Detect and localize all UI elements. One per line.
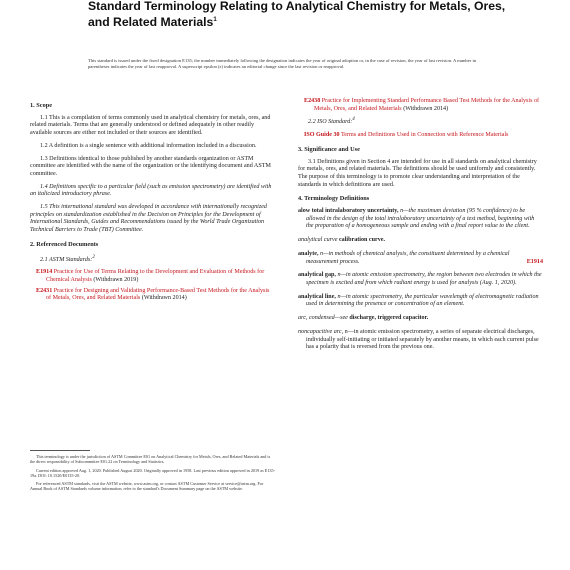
footnote-3: For referenced ASTM standards, visit the ASTM website, www.astm.org, or contact ASTM Customer Service at service@astm.org. For Annual Book of ASTM Standards volume information, refer to the standard's Document Summary page on the ASTM website. <box>30 481 264 492</box>
footnote-divider <box>30 450 90 451</box>
left-column <box>30 96 275 306</box>
section-heading-significance: 3. Significance and Use <box>298 145 360 153</box>
reference-e2431[interactable]: E2431 Practice for Designing and Validating Performance-Based Test Methods for the Analysis of Metals, Ores, and Related Materials (Withdrawn 2014) <box>36 287 270 302</box>
paragraph-1-5: 1.5 This international standard was developed in accordance with internationally recognized principles on standardization established in the Decision on Principles for the Development of International Standards, Guides and Recommendations issued by the World Trade Organization Technical Barriers to Trade (TBT) Committee. <box>30 204 267 234</box>
footnotes <box>30 454 275 495</box>
astm-standards-label: 2.1 ASTM Standards:$^2$ <box>40 253 95 263</box>
reference-e2438[interactable]: E2438 Practice for Implementing Standard Performance Based Test Methods for the Analysis of Metals, Ores, and Related Materials (Withdrawn 2014) <box>304 98 540 112</box>
designation-note: This standard is issued under the fixed designation E135; the number immediately following the designation indicates the year of original adoption or, in the case of revision, the year of last revision. A number in parentheses indicates the year of last reapproval. A superscript epsilon (ε) indicates an editorial change since the last revision or reapproval. <box>88 58 477 69</box>
footnote-2: Current edition approved Aug. 1, 2020. Published August 2020. Originally approved in 1958. Last previous edition approved in 2019 as E135-19a. DOI: 10.1520/E0135-20. <box>30 467 276 478</box>
term-entry: analyte, n—in methods of chemical analysis, the constituent determined by a chemical measurement process. E1914 <box>298 250 543 265</box>
paragraph-1-2: 1.2 A definition is a single sentence with additional information included in a discussion. <box>40 142 257 149</box>
term-entry: analytical gap, n—in atomic emission spectrometry, the region between two electrodes in which the specimen is excited and from which radiant energy is used for analysis (Aug. 1, 2020). <box>298 272 542 286</box>
right-column <box>298 98 543 358</box>
term-entry: alow total intralaboratory uncertainty, n—the maximum deviation (95 % confidence) to be allowed in the design of the total intralaboratory uncertainty of a test method, beginning with the preparation of a homogeneous sample and ending with a final report value to the client. <box>298 208 535 230</box>
section-heading-scope: 1. Scope <box>30 102 53 109</box>
reference-iso-guide-30[interactable]: ISO Guide 30 Terms and Definitions Used in Connection with Reference Materials <box>304 132 509 139</box>
paragraph-3-1: 3.1 Definitions given in Section 4 are intended for use in all standards on analytical chemistry for metals, ores, and related materials. The definitions should be used uniformly and consistently. The purpose of this terminology is to promote clear understanding and interpretation of the standards in which definitions are used. <box>298 158 537 188</box>
term-entry: analytical curve calibration curve. <box>298 237 386 244</box>
term-source-tag[interactable]: E1914 <box>526 258 543 265</box>
reference-e1914[interactable]: E1914 Practice for Use of Terms Relating to the Development and Evaluation of Methods for Chemical Analysis (Withdrawn 2019) <box>36 269 265 283</box>
iso-standard-label: 2.2 ISO Standard:$^4$ <box>308 116 355 126</box>
paragraph-1-1: 1.1 This is a compilation of terms commonly used in analytical chemistry for metals, ores, and related materials. Terms that are generally understood or defined adequately in other readily available sources are either not included or their sources are identified. <box>30 114 271 137</box>
section-heading-referenced-documents: 2. Referenced Documents <box>30 240 99 248</box>
term-entry: noncapacitive arc, n—in atomic emission spectrometry, a series of separate electrical discharges, individually self-initiating or initiated separately by another means, in which each current pulse has a polarity that is reversed from the previous one. <box>298 328 539 351</box>
footnote-1: This terminology is under the jurisdiction of ASTM Committee E01 on Analytical Chemistry for Metals, Ores, and Related Materials and is the direct responsibility of Subcommittee E01.22 on Terminology and Statistics. <box>30 454 271 465</box>
paragraph-1-4: 1.4 Definitions specific to a particular field (such as emission spectrometry) are identified with an italicized introductory phrase. <box>30 183 272 198</box>
document-title: Standard Terminology Relating to Analytical Chemistry for Metals, Ores, and Related Materials$^1$ <box>88 0 506 29</box>
term-entry: arc, condensed—see discharge, triggered capacitor. <box>298 315 429 322</box>
term-entry: analytical line, n—in atomic spectrometry, the particular wavelength of electromagnetic radiation used in determining the presence or concentration of an element. <box>298 293 539 308</box>
section-heading-terminology: 4. Terminology Definitions <box>298 195 370 203</box>
paragraph-1-3: 1.3 Definitions identical to those published by another standards organization or ASTM committee are identified with the name of the organization or the identifying document and ASTM committee. <box>30 155 271 177</box>
